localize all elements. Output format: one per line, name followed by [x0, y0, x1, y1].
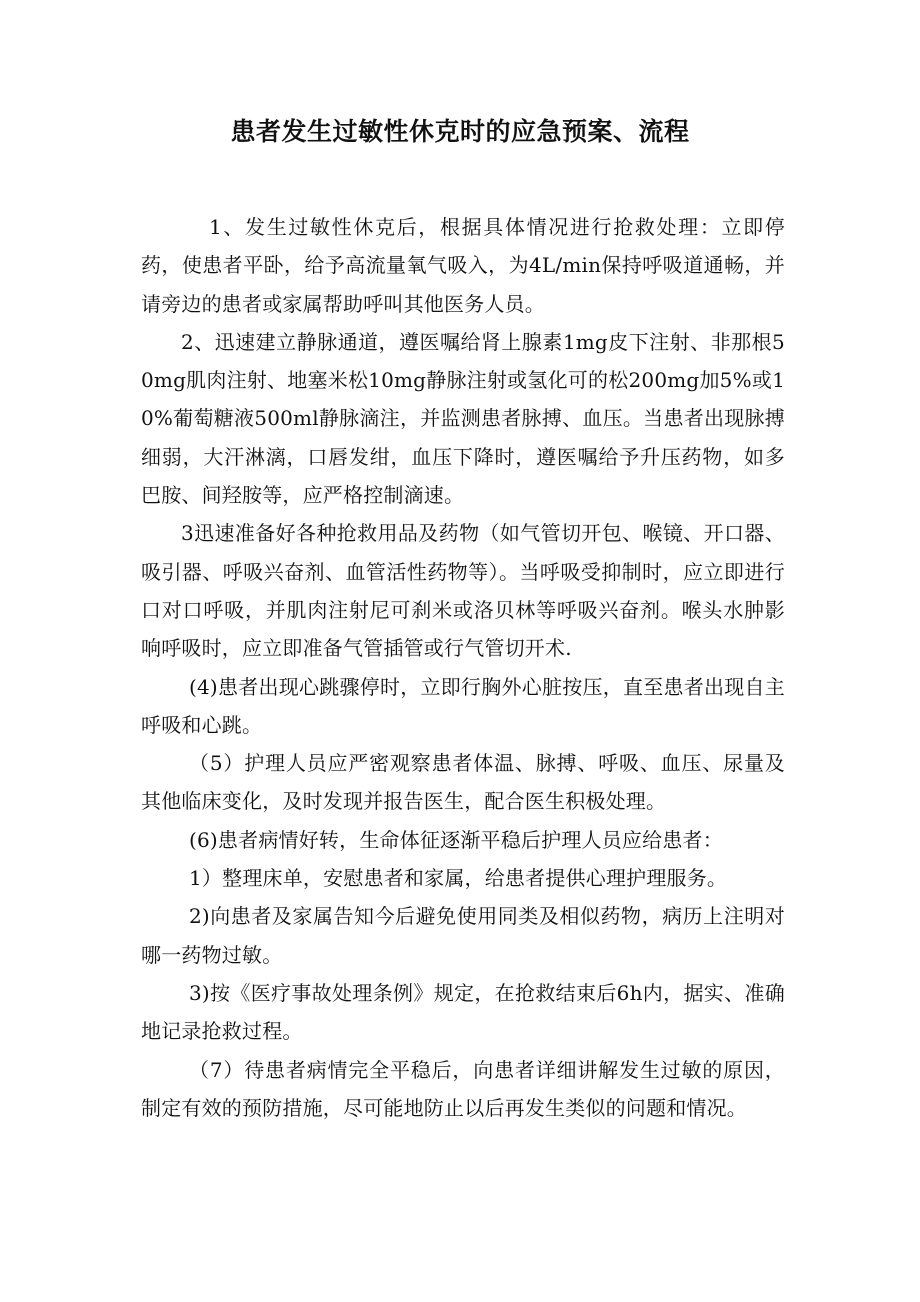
paragraph-step-5: （5）护理人员应严密观察患者体温、脉搏、呼吸、血压、尿量及其他临床变化，及时发现并报告医生，配合医生积极处理。: [141, 751, 785, 814]
paragraph-step-4: (4)患者出现心跳骤停时，立即行胸外心脏按压，直至患者出现自主呼吸和心跳。: [141, 674, 785, 737]
paragraph-step-1: 1、发生过敏性休克后，根据具体情况进行抢救处理：立即停药，使患者平卧，给予高流量氧气吸入，为4L/min保持呼吸道通畅，并请旁边的患者或家属帮助呼叫其他医务人员。: [141, 215, 785, 316]
document-body: [141, 208, 785, 1127]
paragraph-step-7: （7）待患者病情完全平稳后，向患者详细讲解发生过敏的原因，制定有效的预防措施，尽可能地防止以后再发生类似的问题和情况。: [141, 1057, 785, 1120]
paragraph-step-6-item-1: 1）整理床单，安慰患者和家属，给患者提供心理护理服务。: [189, 866, 728, 891]
paragraph-step-6-item-3: 3)按《医疗事故处理条例》规定，在抢救结束后6h内，据实、准确地记录抢救过程。: [141, 980, 785, 1044]
paragraph-step-6: (6)患者病情好转，生命体征逐渐平稳后护理人员应给患者：: [189, 827, 723, 852]
paragraph-step-6-item-2: 2)向患者及家属告知今后避免使用同类及相似药物，病历上注明对哪一药物过敏。: [141, 904, 785, 967]
paragraph-step-2: 2、迅速建立静脉通道，遵医嘱给肾上腺素1mg皮下注射、非那根50mg肌肉注射、地塞米松10mg静脉注射或氢化可的松200mg加5%或10%葡萄糖液500ml静脉滴注，并监测患者脉搏、血压。当患者出现脉搏细弱，大汗淋漓，口唇发绀，血压下降时，遵医嘱给予升压药物，如多巴胺、间羟胺等，应严格控制滴速。: [141, 329, 785, 508]
paragraph-step-3: 3迅速准备好各种抢救用品及药物（如气管切开包、喉镜、开口器、吸引器、呼吸兴奋剂、血管活性药物等）。当呼吸受抑制时，应立即进行口对口呼吸，并肌肉注射尼可刹米或洛贝林等呼吸兴奋剂。喉头水肿影响呼吸时，应立即准备气管插管或行气管切开术.: [141, 521, 785, 661]
document-title: 患者发生过敏性休克时的应急预案、流程: [230, 117, 690, 146]
